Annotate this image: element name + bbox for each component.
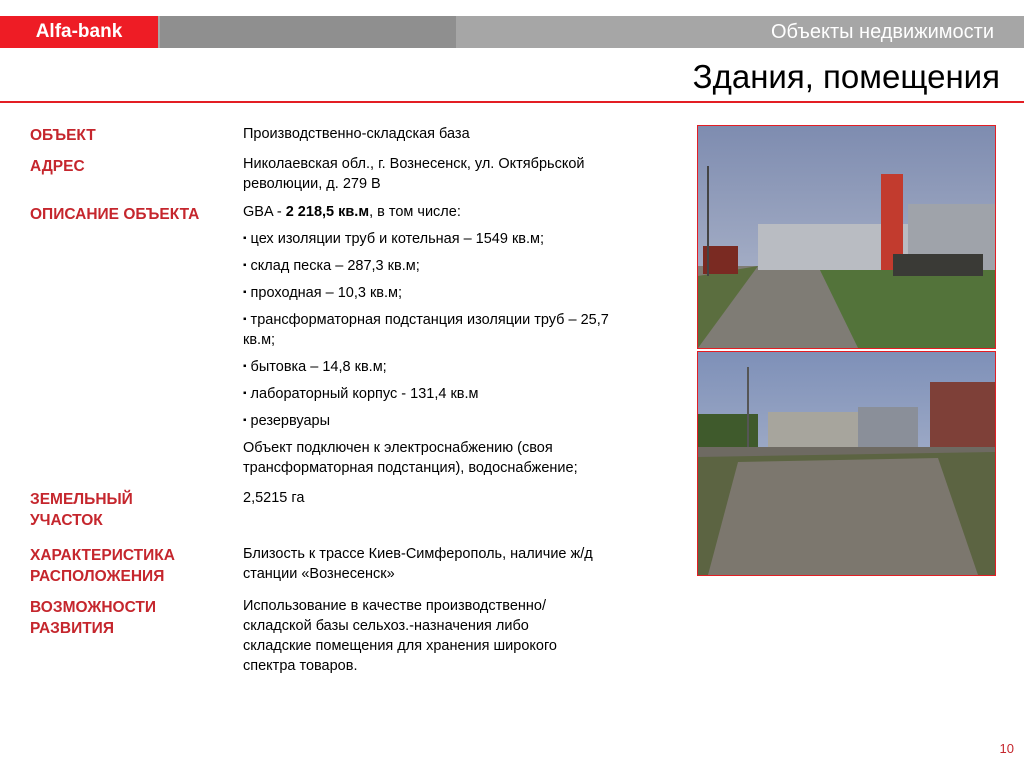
list-item: ▪ проходная – 10,3 кв.м; [243, 285, 403, 301]
list-item: ▪ резервуары [243, 413, 330, 429]
development-value: Использование в качестве производственно/складской базы сельхоз.-назначения либо складские помещения для хранения широкого спектра товаров. [243, 598, 558, 674]
object-label: ОБЪЕКТ [30, 127, 96, 144]
header-bar-segment [160, 16, 456, 48]
land-label: ЗЕМЕЛЬНЫЙ УЧАСТОК [30, 491, 133, 529]
gba-line [243, 202, 633, 222]
bullet-icon: ▪ [243, 361, 247, 372]
building-photo-2 [697, 351, 996, 576]
bullet-icon: ▪ [243, 260, 247, 271]
object-value: Производственно-складская база [243, 126, 470, 142]
address-label: АДРЕС [30, 158, 85, 175]
gba-suffix: , в том числе: [369, 204, 461, 220]
brand-logo: Alfa-bank [0, 16, 158, 48]
building-photo-1 [697, 125, 996, 349]
title-divider [0, 101, 1024, 103]
description-label: ОПИСАНИЕ ОБЪЕКТА [30, 206, 200, 223]
page-number: 10 [999, 741, 1014, 756]
address-value: Николаевская обл., г. Вознесенск, ул. Октябрьской революции, д. 279 В [243, 156, 585, 192]
list-item: ▪ лабораторный корпус - 131,4 кв.м [243, 386, 479, 402]
area-list [243, 229, 633, 431]
bullet-icon: ▪ [243, 233, 247, 244]
utilities-note: Объект подключен к электроснабжению (своя трансформаторная подстанция), водоснабжение; [243, 440, 578, 476]
development-label: ВОЗМОЖНОСТИ РАЗВИТИЯ [30, 599, 157, 637]
bullet-icon: ▪ [243, 388, 247, 399]
list-item: ▪ склад песка – 287,3 кв.м; [243, 258, 420, 274]
page-title: Здания, помещения [692, 58, 1000, 95]
list-item: ▪ цех изоляции труб и котельная – 1549 кв.м; [243, 231, 545, 247]
list-item: ▪ бытовка – 14,8 кв.м; [243, 359, 387, 375]
list-item: ▪ трансформаторная подстанция изоляции труб – 25,7 кв.м; [243, 312, 609, 348]
bullet-icon: ▪ [243, 314, 247, 325]
header-bar [0, 16, 1024, 48]
location-label: ХАРАКТЕРИСТИКА РАСПОЛОЖЕНИЯ [30, 547, 175, 585]
bullet-icon: ▪ [243, 287, 247, 298]
description-value [243, 202, 633, 478]
location-value: Близость к трассе Киев-Симферополь, наличие ж/д станции «Вознесенск» [243, 546, 593, 582]
section-title: Объекты недвижимости [771, 21, 994, 43]
gba-value: 2 218,5 кв.м [285, 204, 370, 220]
bullet-icon: ▪ [243, 415, 247, 426]
gba-prefix: GBA - [243, 204, 286, 220]
land-value: 2,5215 га [243, 490, 305, 506]
